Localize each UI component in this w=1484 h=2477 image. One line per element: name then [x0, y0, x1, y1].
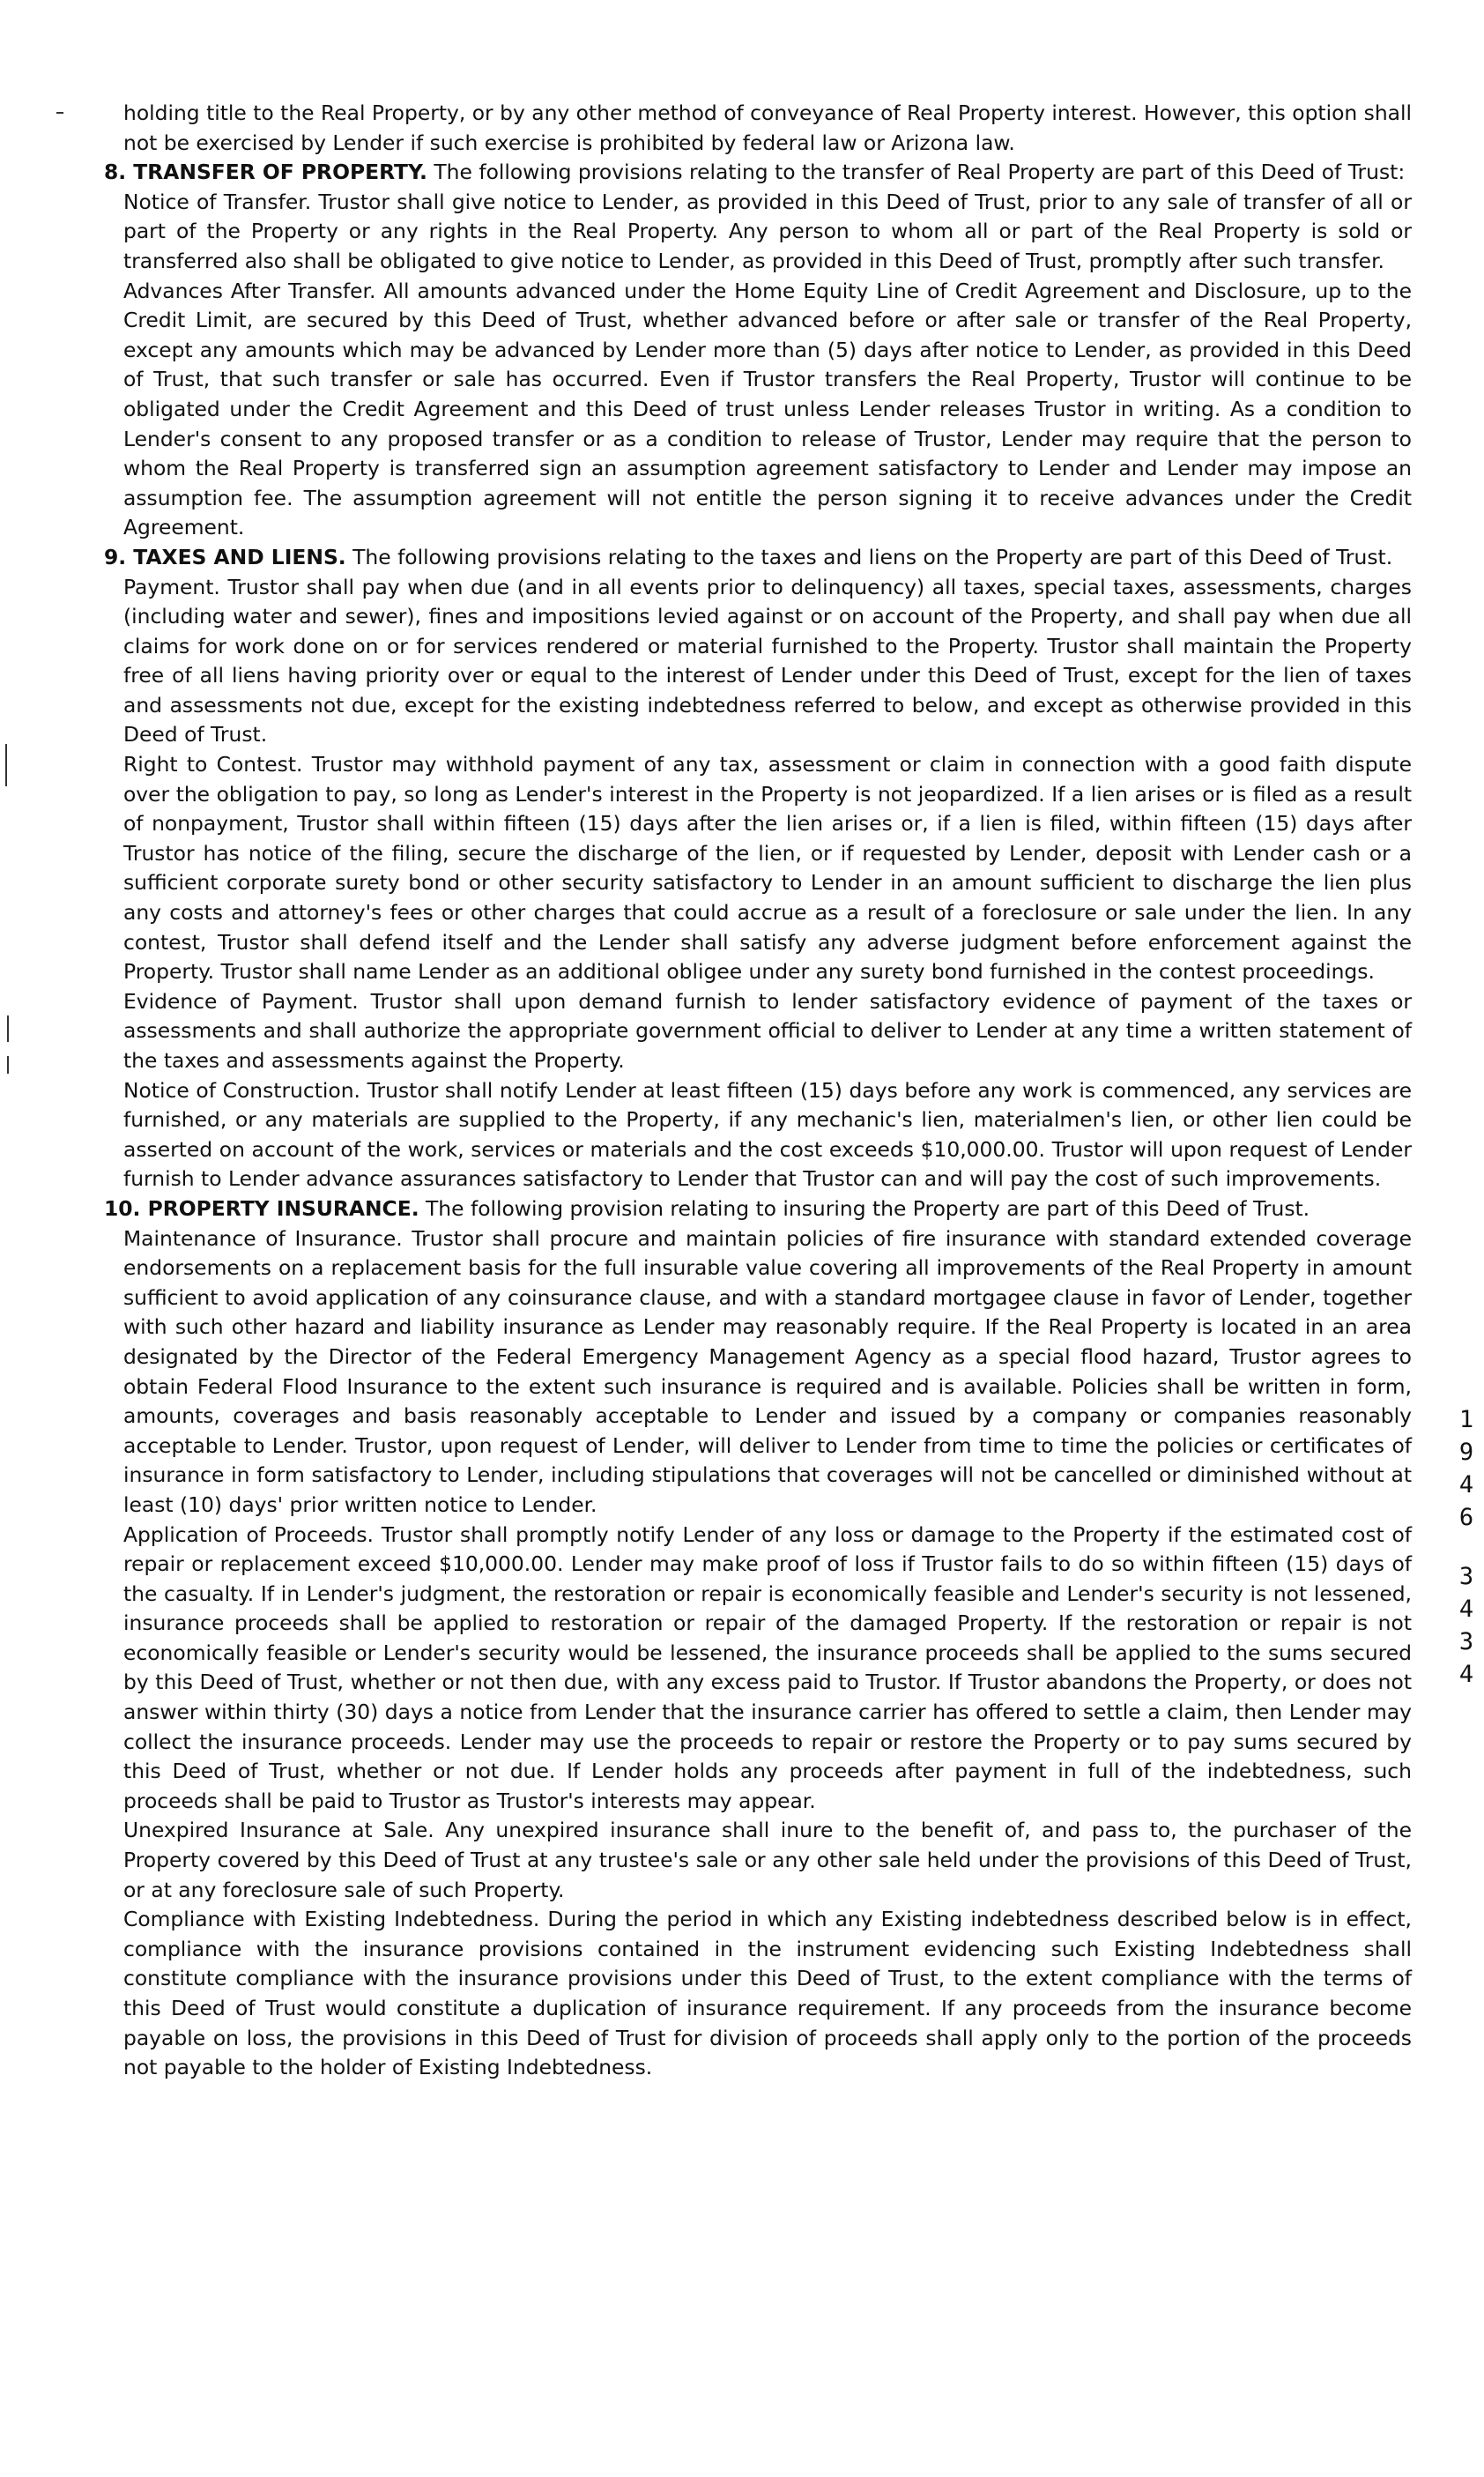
- application-of-proceeds-paragraph: Application of Proceeds. Trustor shall promptly notify Lender of any loss or damage to the Property if the estimated cost of repair or replacement exceed $10,000.00. Lender may make proof of loss if Trustor fails to do so within fifteen (15) days of the casualty. If in Lender's judgment, the restoration or repair is economically feasible and Lender's security is not lessened, insurance proceeds shall be applied to restoration or repair of the damaged Property. If the restoration or repair is not economically feasible or Lender's security would be lessened, the insurance proceeds shall be applied to the sums secured by this Deed of Trust, whether or not then due, with any excess paid to Trustor. If Trustor abandons the Property, or does not answer within thirty (30) days a notice from Lender that the insurance carrier has offered to settle a claim, then Lender may collect the insurance proceeds. Lender may use the proceeds to repair or restore the Property or to pay sums secured by this Deed of Trust, whether or not due. If Lender holds any proceeds after payment in full of the indebtedness, such proceeds shall be paid to Trustor as Trustor's interests may appear.: [123, 1521, 1412, 1813]
- section-8-intro: The following provisions relating to the transfer of Real Property are part of this Deed of Trust:: [434, 160, 1406, 185]
- section-9-heading: 9. TAXES AND LIENS.: [104, 544, 346, 569]
- section-10-intro: The following provision relating to insuring the Property are part of this Deed of Trust.: [426, 1195, 1310, 1221]
- evidence-of-payment-paragraph: Evidence of Payment. Trustor shall upon demand furnish to lender satisfactory evidence of payment of the taxes or assessments and shall authorize the appropriate government official to deliver to Lender at any time a written statement of the taxes and assessments against the Property.: [123, 988, 1412, 1073]
- recording-stamp: [1456, 1403, 1477, 1691]
- section-8: [104, 158, 1412, 188]
- scan-mark: [7, 1056, 9, 1074]
- right-to-contest-paragraph: Right to Contest. Trustor may withhold payment of any tax, assessment or claim in connection with a good faith dispute over the obligation to pay, so long as Lender's interest in the Property is not jeopardized. If a lien arises or is filed as a result of nonpayment, Trustor shall within fifteen (15) days after the lien arises or, if a lien is filed, within fifteen (15) days after Trustor has notice of the filing, secure the discharge of the lien, or if requested by Lender, deposit with Lender cash or a sufficient corporate surety bond or other security satisfactory to Lender in an amount sufficient to discharge the lien plus any costs and attorney's fees or other charges that could accrue as a result of a foreclosure or sale under the lien. In any contest, Trustor shall defend itself and the Lender shall satisfy any adverse judgment before enforcement against the Property. Trustor shall name Lender as an additional obligee under any surety bond furnished in the contest proceedings.: [123, 752, 1412, 985]
- stamp-digit: 3: [1458, 1628, 1474, 1655]
- section-9-intro: The following provisions relating to the taxes and liens on the Property are part of this Deed of Trust.: [352, 544, 1393, 569]
- stamp-digit: 9: [1458, 1439, 1474, 1466]
- stamp-digit: 4: [1458, 1596, 1474, 1623]
- compliance-existing-indebtedness-paragraph: Compliance with Existing Indebtedness. During the period in which any Existing indebtedness described below is in effect, compliance with the insurance provisions contained in the instrument evidencing such Existing Indebtedness shall constitute compliance with the insurance provisions under this Deed of Trust, to the extent compliance with the terms of this Deed of Trust would constitute a duplication of insurance requirement. If any proceeds from the insurance become payable on loss, the provisions in this Deed of Trust for division of proceeds shall apply only to the portion of the proceeds not payable to the holder of Existing Indebtedness.: [123, 1907, 1412, 2080]
- stamp-digit: 1: [1458, 1406, 1474, 1433]
- stamp-digit: 6: [1458, 1504, 1474, 1531]
- advances-after-transfer-paragraph: Advances After Transfer. All amounts advanced under the Home Equity Line of Credit Agreement and Disclosure, up to the Credit Limit, are secured by this Deed of Trust, whether advanced before or after sale or transfer of the Real Property, except any amounts which may be advanced by Lender more than (5) days after notice to Lender, as provided in this Deed of Trust, that such transfer or sale has occurred. Even if Trustor transfers the Real Property, Trustor will continue to be obligated under the Credit Agreement and this Deed of trust unless Lender releases Trustor in writing. As a condition to Lender's consent to any proposed transfer or as a condition to release of Trustor, Lender may require that the person to whom the Real Property is transferred sign an assumption agreement satisfactory to Lender and Lender may impose an assumption fee. The assumption agreement will not entitle the person signing it to receive advances under the Credit Agreement.: [123, 278, 1412, 540]
- notice-of-transfer-paragraph: Notice of Transfer. Trustor shall give notice to Lender, as provided in this Deed of Trust, prior to any sale of transfer of all or part of the Property or any rights in the Real Property. Any person to whom all or part of the Real Property is sold or transferred also shall be obligated to give notice to Lender, as provided in this Deed of Trust, promptly after such transfer.: [123, 189, 1412, 273]
- document-body: [104, 99, 1412, 2083]
- section-10: [104, 1194, 1412, 1224]
- maintenance-of-insurance-paragraph: Maintenance of Insurance. Trustor shall procure and maintain policies of fire insurance with standard extended coverage endorsements on a replacement basis for the full insurable value covering all improvements of the Real Property in amount sufficient to avoid application of any coinsurance clause, and with a standard mortgagee clause in favor of Lender, together with such other hazard and liability insurance as Lender may reasonably require. If the Real Property is located in an area designated by the Director of the Federal Emergency Management Agency as a special flood hazard, Trustor agrees to obtain Federal Flood Insurance to the extent such insurance is required and is available. Policies shall be written in form, amounts, coverages and basis reasonably acceptable to Lender and issued by a company or companies reasonably acceptable to Lender. Trustor, upon request of Lender, will deliver to Lender from time to time the policies or certificates of insurance in form satisfactory to Lender, including stipulations that coverages will not be cancelled or diminished without at least (10) days' prior written notice to Lender.: [123, 1225, 1412, 1517]
- stamp-digit: 4: [1458, 1471, 1474, 1499]
- scan-mark: [56, 112, 63, 114]
- unexpired-insurance-paragraph: Unexpired Insurance at Sale. Any unexpired insurance shall inure to the benefit of, and pass to, the purchaser of the Property covered by this Deed of Trust at any trustee's sale or any other sale held under the provisions of this Deed of Trust, or at any foreclosure sale of such Property.: [123, 1818, 1412, 1902]
- payment-paragraph: Payment. Trustor shall pay when due (and in all events prior to delinquency) all taxes, special taxes, assessments, charges (including water and sewer), fines and impositions levied against or on account of the Property, and shall pay when due all claims for work done on or for services rendered or material furnished to the Property. Trustor shall maintain the Property free of all liens having priority over or equal to the interest of Lender under this Deed of Trust, except for the lien of taxes and assessments not due, except for the existing indebtedness referred to below, and except as otherwise provided in this Deed of Trust.: [123, 574, 1412, 748]
- scan-mark: [5, 744, 7, 786]
- stamp-digit: 3: [1458, 1563, 1474, 1590]
- continuation-paragraph: holding title to the Real Property, or by any other method of conveyance of Real Property interest. However, this option shall not be exercised by Lender if such exercise is prohibited by federal law or Arizona law.: [123, 100, 1412, 155]
- stamp-digit: 4: [1458, 1661, 1474, 1688]
- section-8-heading: 8. TRANSFER OF PROPERTY.: [104, 160, 427, 185]
- section-9: [104, 543, 1412, 573]
- scan-mark: [7, 1015, 9, 1042]
- section-10-heading: 10. PROPERTY INSURANCE.: [104, 1195, 419, 1221]
- notice-of-construction-paragraph: Notice of Construction. Trustor shall notify Lender at least fifteen (15) days before any work is commenced, any services are furnished, or any materials are supplied to the Property, if any mechanic's lien, materialmen's lien, or other lien could be asserted on account of the work, services or materials and the cost exceeds $10,000.00. Trustor will upon request of Lender furnish to Lender advance assurances satisfactory to Lender that Trustor can and will pay the cost of such improvements.: [123, 1077, 1412, 1192]
- stamp-gap: [1456, 1534, 1477, 1560]
